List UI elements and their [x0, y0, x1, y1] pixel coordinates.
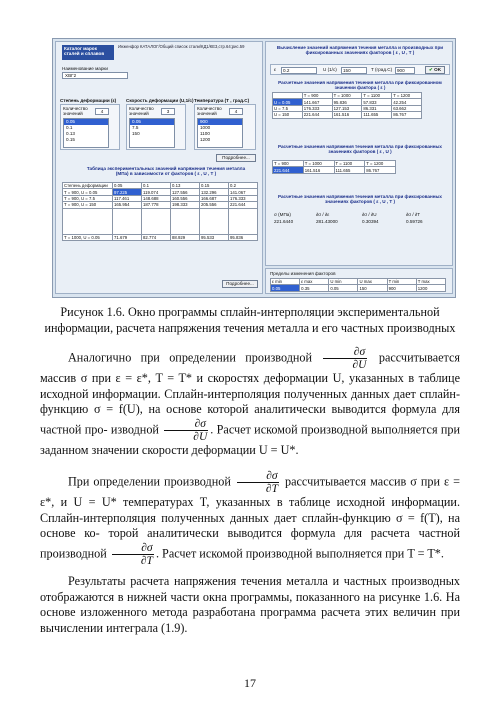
p1-text-b: рассчитывается массив σ	[40, 350, 461, 385]
sigma-value: 221.6440	[274, 219, 294, 224]
limits-title: Пределы изменения факторов	[270, 271, 336, 276]
table-row[interactable]	[271, 285, 446, 291]
eps-label: ε	[274, 67, 277, 72]
table-cell[interactable]: 132.296	[200, 189, 229, 195]
header-cell: T = 900	[273, 161, 304, 167]
ok-button[interactable]	[425, 66, 445, 74]
header-cell: T max	[416, 279, 445, 285]
table-cell[interactable]: 221.644	[273, 167, 304, 173]
factor-input-row	[270, 64, 450, 75]
left-panel	[55, 41, 263, 294]
table-cell[interactable]: 900	[387, 285, 416, 291]
table-cell[interactable]	[171, 208, 200, 234]
p2-text-a: При определении производной	[68, 474, 231, 489]
t-label: T (град.С)	[371, 67, 393, 72]
page-number: 17	[244, 676, 256, 690]
table-cell[interactable]: T = 900, U = 0.05	[63, 189, 113, 195]
table-cell[interactable]: 0.05	[329, 285, 358, 291]
table-cell[interactable]: 42.254	[392, 99, 422, 105]
table-cell[interactable]: 198.333	[171, 202, 200, 208]
table-cell[interactable]: 86.767	[365, 167, 396, 173]
calc-table-2	[272, 160, 396, 174]
p2-text-c: U = U* температурах T, указанных в таблице исходной информации. Сплайн-интерполяция полученных данных дает сплайн-функцию σ = f(T), на основе ко-	[40, 495, 461, 541]
u-input[interactable]: 150	[341, 67, 367, 74]
right-panel	[265, 41, 453, 266]
header-info: Инженфор КАТАЛОГ/Общий список стали/КД1/КЕ3,стр.64;рис.59	[118, 44, 245, 49]
p1-text-d: изводной	[110, 422, 159, 437]
fraction-dsigma-du-2	[164, 418, 208, 443]
table-cell[interactable]: 221.644	[302, 112, 332, 118]
table-cell[interactable]: 176.333	[302, 105, 332, 111]
table-cell[interactable]: T = 1000, U = 0.05	[63, 234, 113, 240]
table-cell[interactable]: T = 900, U = 150	[63, 202, 113, 208]
caption-line-2: информации, расчета напряжения течения металла и его частных производных	[44, 321, 456, 335]
paragraph-1	[40, 346, 460, 458]
paragraph-3: Результаты расчета напряжения течения металла и частных производных отображаются в нижней части окна программы, показанного на рисунке 1.6. На основе изложенного метода разработана программа расчета этих величин при вычислении интеграла (1.9).	[40, 574, 460, 635]
header-cell: 0.1	[142, 183, 171, 189]
table-cell[interactable]: U = 0.05	[273, 99, 303, 105]
deform-count-label: Количество значений	[63, 106, 88, 116]
table-cell[interactable]: 161.516	[332, 112, 362, 118]
table-cell[interactable]: 117.461	[113, 195, 142, 201]
list-item[interactable]: 1000	[200, 125, 211, 130]
table-cell[interactable]: 63.662	[392, 105, 422, 111]
d-t-value: 0.59726	[406, 219, 423, 224]
table-cell[interactable]: 141.667	[302, 99, 332, 105]
table-cell[interactable]: 148.688	[142, 195, 171, 201]
speed-count-label: Количество значений	[129, 106, 154, 116]
table-cell[interactable]: 127.153	[332, 105, 362, 111]
list-item[interactable]: 0.15	[66, 137, 75, 142]
table-cell[interactable]: 176.333	[229, 195, 258, 201]
fraction-dsigma-du	[323, 346, 367, 371]
ok-label: OK	[434, 67, 442, 72]
table-cell[interactable]: 1200	[416, 285, 445, 291]
speed-count-input[interactable]: 3	[161, 108, 175, 115]
temp-count-input[interactable]: 4	[229, 108, 243, 115]
table-cell[interactable]: 111.655	[362, 112, 392, 118]
header-cell: ε min	[271, 279, 300, 285]
caption-line-1: Рисунок 1.6. Окно программы сплайн-интерполяции экспериментальной	[60, 305, 440, 319]
header-cell: T = 1200	[392, 93, 422, 99]
calc-table-1	[272, 92, 422, 119]
d-eps-value: 281.43000	[316, 219, 338, 224]
header-cell: U min	[329, 279, 358, 285]
more-button-1[interactable]: Подробнее...	[216, 154, 256, 162]
grade-input[interactable]: ХВГ2	[62, 72, 128, 79]
table-cell[interactable]: 187.778	[142, 202, 171, 208]
table-cell[interactable]: 127.556	[171, 189, 200, 195]
header-cell: T = 1100	[362, 93, 392, 99]
table-cell[interactable]: 97.225	[113, 189, 142, 195]
table-cell[interactable]: 141.067	[229, 189, 258, 195]
table-row[interactable]	[63, 234, 258, 240]
table2-title: Расчетные значения напряжения течения металла при фиксированных значениях факторов ( ε , U )	[278, 144, 442, 154]
eps-input[interactable]: 0.2	[281, 67, 317, 74]
table-cell[interactable]: 160.556	[171, 195, 200, 201]
header-cell: U max	[358, 279, 387, 285]
d-u-value: 0.30394	[362, 219, 379, 224]
p1-text-a: Аналогично при определении производной	[68, 350, 313, 365]
table-row[interactable]	[273, 112, 422, 118]
frac-den: ∂U	[352, 359, 367, 371]
header-cell: ε max	[300, 279, 329, 285]
speed-title: Скорость деформации (U,1/c)	[126, 98, 194, 103]
table-cell[interactable]: 205.556	[200, 202, 229, 208]
table-row[interactable]	[63, 208, 258, 234]
list-item[interactable]: 0.05	[64, 119, 108, 125]
frac-den: ∂U	[193, 430, 208, 443]
temp-group	[194, 104, 256, 150]
frac-num: ∂σ	[237, 470, 279, 483]
table-cell[interactable]: U = 150	[273, 112, 303, 118]
deform-group	[60, 104, 120, 150]
figure-caption	[40, 304, 460, 336]
t-input[interactable]: 900	[395, 67, 415, 74]
p1-text-e: . Расчет искомой производной выполняется при заданном значении	[40, 422, 461, 457]
speed-list[interactable]	[129, 118, 175, 148]
table-cell[interactable]: 57.833	[362, 99, 392, 105]
table-cell[interactable]: 0.05	[271, 285, 300, 291]
frac-num: ∂σ	[112, 542, 154, 555]
table-cell[interactable]: 95.836	[229, 234, 258, 240]
frac-num: ∂σ	[164, 418, 208, 431]
frac-num: ∂σ	[323, 346, 367, 359]
table-cell[interactable]: 165.954	[113, 202, 142, 208]
table-cell[interactable]: T = 900, U = 7.5	[63, 195, 113, 201]
frac-den: ∂T	[140, 554, 153, 567]
temp-list[interactable]	[197, 118, 243, 148]
header-cell: 0.2	[229, 183, 258, 189]
table-cell[interactable]	[229, 208, 258, 234]
p1-text-f: скорости деформации U = U*.	[141, 442, 299, 457]
list-item[interactable]: 150	[132, 131, 140, 136]
check-icon: ✔	[428, 67, 433, 72]
header-cell: T = 1000	[303, 161, 334, 167]
table-row[interactable]	[273, 167, 396, 173]
deform-list[interactable]	[63, 118, 109, 148]
u-label: U (1/c)	[323, 67, 337, 72]
table-cell[interactable]: 82.774	[142, 234, 171, 240]
sigma-label: σ (МПа)	[274, 212, 291, 217]
table-cell[interactable]: 119.074	[142, 189, 171, 195]
table-cell[interactable]: U = 7.5	[273, 105, 303, 111]
p1-text-c: при ε = ε*, T = T* и скоростях деформации U, указанных в таблице исходной информации. Сплайн-интерполяция полученных данных дает сплайн-функцию σ = f(U), на основе которой аналитически выводится формула для частной про-	[40, 371, 460, 437]
fraction-dsigma-dt-2	[112, 542, 154, 567]
header-cell: 0.05	[113, 183, 142, 189]
list-item[interactable]: 7.5	[132, 125, 139, 130]
limits-table	[270, 278, 446, 292]
more-button-2[interactable]: Подробнее...	[222, 280, 258, 288]
exp-table	[62, 182, 258, 241]
header-cell: T = 1000	[332, 93, 362, 99]
grade-label: Наименование марки	[62, 66, 108, 71]
header-cell: T = 900	[302, 93, 332, 99]
deform-title: Степень деформации (ε)	[60, 98, 117, 103]
list-item[interactable]: 0.13	[66, 131, 75, 136]
p2-text-b: рассчитывается массив σ при ε = ε*, и	[40, 474, 461, 509]
table-cell[interactable]: 166.687	[200, 195, 229, 201]
table-cell[interactable]: 88.929	[171, 234, 200, 240]
p2-dot: .	[155, 546, 159, 561]
program-window	[52, 38, 456, 298]
d-eps-label: ∂σ / ∂ε	[316, 212, 330, 217]
table-cell[interactable]	[142, 208, 171, 234]
exp-table-title: Таблица экспериментальных значений напряжения течения металла (МПа) в зависимости от факторов ( ε , U , T )	[86, 166, 246, 176]
table1-title: Расчетные значения напряжения течения металла при фиксированном значении фактора ( ε )	[278, 80, 442, 90]
limits-panel	[265, 268, 453, 294]
list-item[interactable]: 1200	[200, 137, 211, 142]
list-item[interactable]: 1100	[200, 131, 210, 136]
header-cell: 0.13	[171, 183, 200, 189]
list-item[interactable]: 0.1	[66, 125, 73, 130]
table-cell[interactable]: 0.35	[300, 285, 329, 291]
header-cell: T min	[387, 279, 416, 285]
header-cell: T = 1100	[334, 161, 365, 167]
table-cell[interactable]	[63, 208, 113, 234]
paragraph-2	[40, 470, 460, 567]
p2-text-d: торой аналитически выводится формула для расчета частной производной	[40, 526, 460, 561]
p2-text-e: Расчет искомой производной выполняется при T = T*.	[162, 546, 444, 561]
table-cell[interactable]: 71.679	[113, 234, 142, 240]
fraction-dsigma-dt	[237, 470, 279, 495]
table-cell[interactable]	[200, 208, 229, 234]
speed-group	[126, 104, 186, 150]
list-item[interactable]: 900	[198, 119, 242, 125]
calc-title: Вычисление значений напряжения течения металла и производных при фиксированных значениях факторов ( ε , U , T )	[276, 45, 444, 55]
table-cell[interactable]: 221.644	[229, 202, 258, 208]
temp-title: Температура (T , град.С)	[194, 98, 250, 103]
header-cell: 0.15	[200, 183, 229, 189]
d-t-label: ∂σ / ∂T	[406, 212, 421, 217]
header-cell: Степень деформации	[63, 183, 113, 189]
header-cell: T = 1200	[365, 161, 396, 167]
frac-den: ∂T	[265, 483, 278, 495]
table-cell[interactable]: 111.655	[334, 167, 365, 173]
table-cell[interactable]: 95.836	[332, 99, 362, 105]
table-cell[interactable]: 86.331	[362, 105, 392, 111]
table-cell[interactable]: 95.533	[200, 234, 229, 240]
d-u-label: ∂σ / ∂U	[362, 212, 377, 217]
table3-title: Расчетные значения напряжения течения металла при фиксированных значениях факторов ( ε , U , T )	[278, 194, 442, 204]
temp-count-label: Количество значений	[197, 106, 222, 116]
catalog-button[interactable]: Каталог марок сталей и сплавов	[62, 45, 114, 60]
table-cell[interactable]: 86.767	[392, 112, 422, 118]
table-cell[interactable]	[113, 208, 142, 234]
table-cell[interactable]: 161.516	[303, 167, 334, 173]
deform-count-input[interactable]: 4	[95, 108, 109, 115]
table-cell[interactable]: 150	[358, 285, 387, 291]
list-item[interactable]: 0.05	[130, 119, 174, 125]
